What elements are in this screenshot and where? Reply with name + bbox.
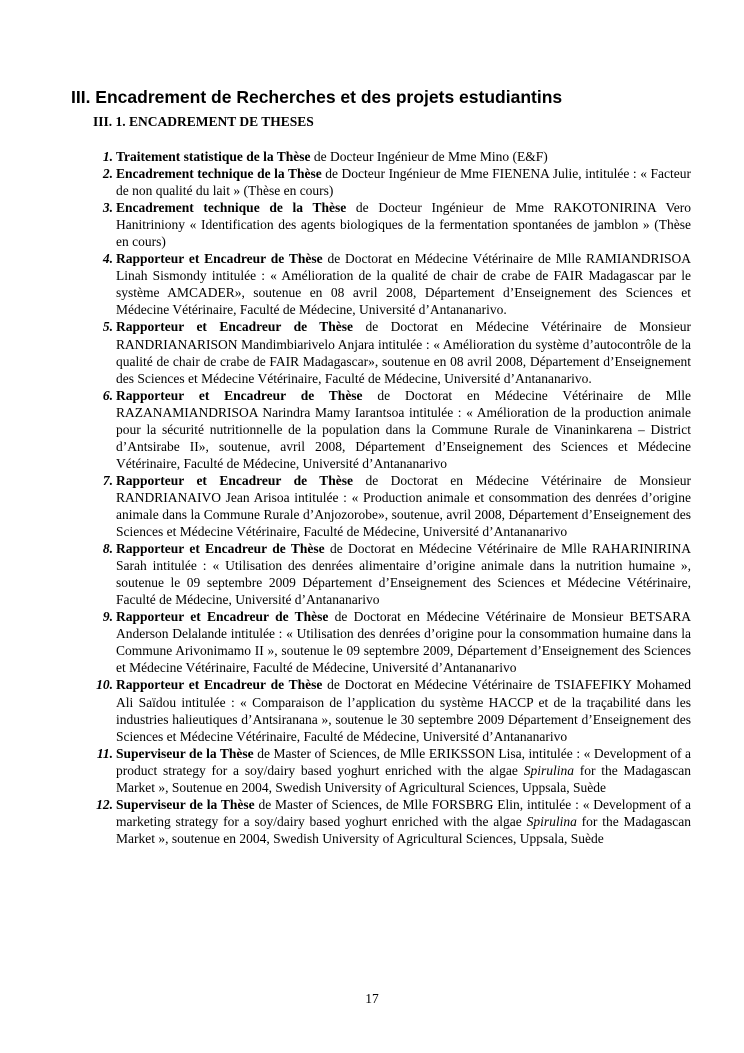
item-number: 5. [102,319,113,335]
thesis-item [96,745,692,796]
item-number: 6. [102,387,113,403]
thesis-text [116,676,691,744]
item-body-end: for the Madagascan Market », Soutenue en 2004, Swedish University of Agricultural Sciences, Uppsala, Suède [116,762,692,795]
item-lead: Traitement statistique de la Thèse [116,149,311,164]
item-body: de Doctorat en Médecine Vétérinaire de Mlle RAMIANDRISOA Linah Sismondy intitulée : « Amélioration de la qualité de chair de crabe de FAIR Madagascar par le système AMCADER», soutenue en 08 avril 2008, Département d’Enseignement des Sciences et Médecine Vétérinaire, Faculté de Médecine, Université d’Antananarivo. [116,251,691,318]
thesis-text [116,165,691,199]
item-lead: Rapporteur et Encadreur de Thèse [116,319,354,335]
item-body: de Doctorat en Médecine Vétérinaire de TSIAFEFIKY Mohamed Ali Saïdou intitulée : « Comparaison de l’application du système HACCP et de la traçabilité dans les industries halieutiques d’Antsiranana », soutenue le 30 septembre 2009 Département d’Enseignement des Sciences et Médecine Vétérinaire, Faculté de Médecine, Université d’Antananarivo [116,677,691,744]
item-lead: Encadrement technique de la Thèse [116,200,347,216]
item-number: 8. [102,541,113,557]
item-lead: Rapporteur et Encadreur de Thèse [116,677,323,693]
item-body: de Master of Sciences, de Mlle ERIKSSON Lisa, intitulée : « Development of a product strategy for a soy/dairy based yoghurt enriched with the algae [116,745,691,778]
thesis-text [116,387,691,472]
item-lead: Superviseur de la Thèse [116,796,255,812]
item-number: 7. [102,472,113,488]
thesis-item [96,796,692,847]
thesis-text [116,540,691,608]
thesis-text [116,796,691,847]
section-title: III. Encadrement de Recherches et des projets estudiantins [71,87,563,107]
thesis-text [116,148,691,165]
item-number: 2. [102,166,113,182]
item-body: de Doctorat en Médecine Vétérinaire de Monsieur BETSARA Anderson Delalande intitulée : « Utilisation des denrées d’origine pour la consommation humaine dans la Commune Arivonimamo II », soutenue le 09 septembre 2009, Département d’Enseignement des Sciences et Médecine Vétérinaire, Faculté de Médecine, Université d’Antananarivo [116,609,691,676]
item-lead: Encadrement technique de la Thèse [116,166,322,182]
thesis-text [116,318,691,386]
page-number: 17 [365,991,379,1006]
item-number: 10. [96,677,113,693]
item-lead: Rapporteur et Encadreur de Thèse [116,251,323,267]
thesis-text [116,745,691,796]
thesis-item [102,318,691,386]
item-lead: Rapporteur et Encadreur de Thèse [116,541,325,557]
item-number: 4. [102,251,113,267]
thesis-item [102,387,691,472]
thesis-text [116,608,691,676]
item-number: 11. [96,745,113,761]
thesis-text [116,250,691,318]
item-number: 1. [102,149,113,164]
item-body: de Docteur Ingénieur de Mme FIENENA Julie, intitulée : « Facteur de non qualité du lait » (Thèse en cours) [116,166,691,199]
thesis-item [102,608,691,676]
thesis-item [102,250,691,318]
thesis-text [116,199,691,250]
item-lead: Superviseur de la Thèse [116,745,254,761]
item-body: de Doctorat en Médecine Vétérinaire de Mlle RAZANAMIANDRISOA Narindra Mamy Iarantsoa intitulée : « Amélioration de la production animale pour la sécurité nutritionnelle de la population dans la Commune Rurale de Vinaninkarena – District d’Antsirabe II», soutenue, avril 2008, Département d’Enseignement des Sciences et Médecine Vétérinaire, Faculté de Médecine, Université d’Antananarivo [116,387,691,471]
thesis-item [102,540,691,608]
item-lead: Rapporteur et Encadreur de Thèse [116,472,354,488]
item-number: 12. [96,796,113,812]
item-body: de Docteur Ingénieur de Mme RAKOTONIRINA Vero Hanitriniony « Identification des agents biologiques de la fermentation spontanées de jamblon » (Thèse en cours) [116,200,691,250]
thesis-item [102,165,691,199]
item-body-end: for the Madagascan Market », soutenue en 2004, Swedish University of Agricultural Sciences, Uppsala, Suède [116,813,692,846]
thesis-item [102,472,691,540]
species-name: Spirulina [523,762,574,778]
thesis-item [102,148,691,165]
species-name: Spirulina [526,813,577,829]
thesis-item [96,676,691,744]
subsection-title: III. 1. ENCADREMENT DE THESES [93,114,314,129]
item-body: de Doctorat en Médecine Vétérinaire de Mlle RAHARINIRINA Sarah intitulée : « Utilisation des denrées alimentaire d’origine animale dans la nutrition humaine », soutenue le 09 septembre 2009 Département d’Enseignement des Sciences et Médecine Vétérinaire, Faculté de Médecine, Université d’Antananarivo [116,541,691,608]
item-body: de Doctorat en Médecine Vétérinaire de Monsieur RANDRIANARISON Mandimbiarivelo Anjara intitulée : « Amélioration du système d’autocontrôle de la qualité de chair de crabe de FAIR Madagascar», soutenue en 08 avril 2008, Département d’Enseignement des Sciences et Médecine Vétérinaire, Faculté de Médecine, Université d’Antananarivo. [116,319,691,386]
item-lead: Rapporteur et Encadreur de Thèse [116,609,329,625]
item-body: de Doctorat en Médecine Vétérinaire de Monsieur RANDRIANAIVO Jean Arisoa intitulée : « Production animale et consommation des denrées d’origine animale dans la Commune Rurale d’Anjozorobe», soutenue, avril 2008, Département d’Enseignement des Sciences et Médecine Vétérinaire, Faculté de Médecine, Université d’Antananarivo [116,472,691,540]
thesis-item [102,199,691,250]
item-body: de Docteur Ingénieur de Mme Mino (E&F) [310,149,548,164]
theses-list [96,148,692,847]
thesis-text [116,472,691,540]
item-body: de Master of Sciences, de Mlle FORSBRG Elin, intitulée : « Development of a marketing strategy for a soy/dairy based yoghurt enriched with the algae [116,796,691,829]
item-lead: Rapporteur et Encadreur de Thèse [116,387,363,403]
item-number: 9. [102,609,113,625]
item-number: 3. [102,200,113,216]
